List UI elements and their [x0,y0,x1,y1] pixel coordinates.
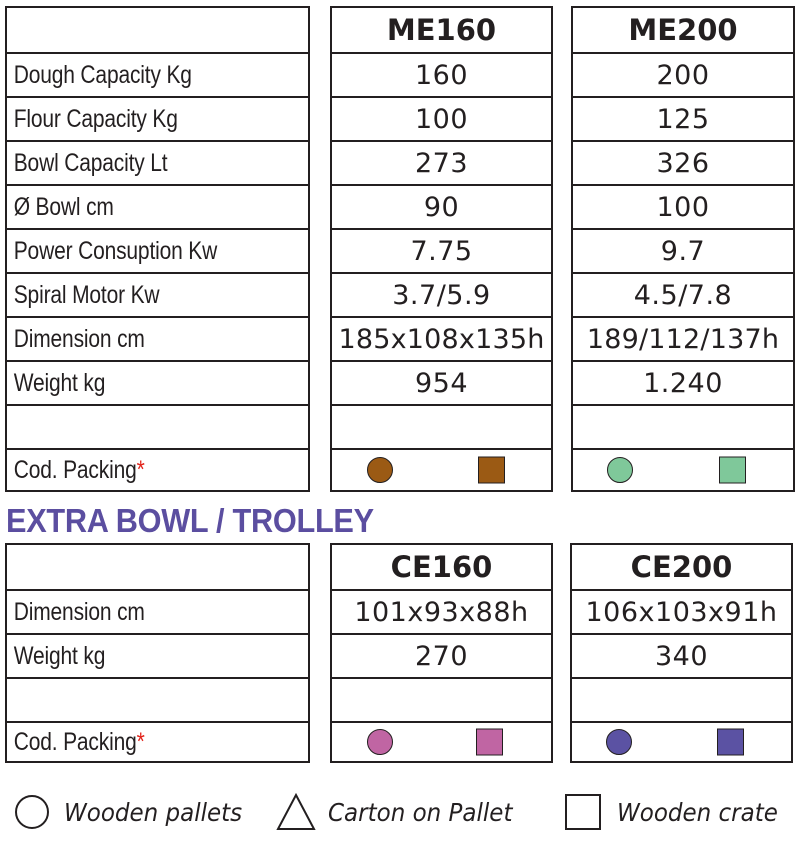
row-label-packing [7,721,308,761]
value-cell: 106x103x91h [572,589,791,633]
value-cell: 270 [332,633,551,677]
row-label-empty [7,404,308,448]
value-cell: 4.5/7.8 [573,272,793,316]
asterisk: * [136,455,145,484]
row-label-text: Ø Bowl cm [13,192,114,221]
row-label-text: Weight kg [13,368,106,397]
packing-label: Cod. Packing [13,727,137,756]
circle-icon [607,457,633,483]
row-label [7,589,308,633]
model-header: ME160 [386,13,497,47]
row-label [7,140,308,184]
header-empty-cell [7,545,308,589]
square-icon [478,457,505,484]
extra-table-label-column [5,543,310,763]
row-label-text: Dimension cm [13,597,145,626]
row-label-empty [7,677,308,721]
row-label [7,316,308,360]
value-cell: 189/112/137h [573,316,793,360]
value-cell: 185x108x135h [332,316,551,360]
legend-item-wooden-crate [565,790,792,834]
value-cell: 3.7/5.9 [332,272,551,316]
circle-icon [14,794,50,830]
model-column-ce160 [330,543,553,763]
row-label [7,360,308,404]
asterisk: * [136,727,145,756]
main-table-label-column [5,6,310,492]
square-icon [717,729,744,756]
value-cell: 125 [573,96,793,140]
triangle-icon [276,793,316,831]
model-header: CE160 [390,550,493,584]
value-cell: 954 [332,360,551,404]
row-label-text: Bowl Capacity Lt [13,148,168,177]
value-cell: 9.7 [573,228,793,272]
value-cell-empty [332,677,551,721]
row-label [7,52,308,96]
value-cell: 273 [332,140,551,184]
row-label [7,272,308,316]
row-label-text [7,456,145,485]
model-column-me160 [330,6,553,492]
circle-icon [606,729,632,755]
value-cell: 340 [572,633,791,677]
packing-cell [332,448,551,490]
row-label-text: Weight kg [13,641,106,670]
value-cell: 101x93x88h [332,589,551,633]
value-cell: 1.240 [573,360,793,404]
row-label [7,228,308,272]
section-title: EXTRA BOWL / TROLLEY [6,502,374,539]
legend-label: Wooden crate [617,797,778,827]
header-empty-cell [7,8,308,52]
packing-cell [572,721,791,761]
value-cell: 7.75 [332,228,551,272]
circle-icon [367,457,393,483]
value-cell: 100 [332,96,551,140]
packing-label: Cod. Packing [13,455,137,484]
row-label-text: Power Consuption Kw [13,236,218,265]
row-label [7,633,308,677]
legend-label: Wooden pallets [64,797,243,827]
legend-item-carton-on-pallet [276,790,529,834]
value-cell: 326 [573,140,793,184]
row-label-text: Spiral Motor Kw [13,280,160,309]
value-cell-empty [573,404,793,448]
circle-icon [367,729,393,755]
packing-cell [573,448,793,490]
square-icon [565,794,601,830]
row-label-packing [7,448,308,490]
row-label-text: Dough Capacity Kg [13,60,192,89]
value-cell-empty [572,677,791,721]
legend-item-wooden-pallets [14,790,258,834]
value-cell: 90 [332,184,551,228]
value-cell: 200 [573,52,793,96]
packing-cell [332,721,551,761]
model-header: ME200 [628,13,738,47]
legend-label: Carton on Pallet [328,797,513,827]
square-icon [476,729,503,756]
model-header: CE200 [630,550,733,584]
value-cell-empty [332,404,551,448]
model-column-ce200 [570,543,793,763]
row-label-text: Flour Capacity Kg [13,104,178,133]
value-cell: 160 [332,52,551,96]
row-label [7,184,308,228]
model-column-me200 [571,6,795,492]
row-label [7,96,308,140]
row-label-text: Dimension cm [13,324,145,353]
row-label-text [7,728,145,757]
square-icon [719,457,746,484]
value-cell: 100 [573,184,793,228]
